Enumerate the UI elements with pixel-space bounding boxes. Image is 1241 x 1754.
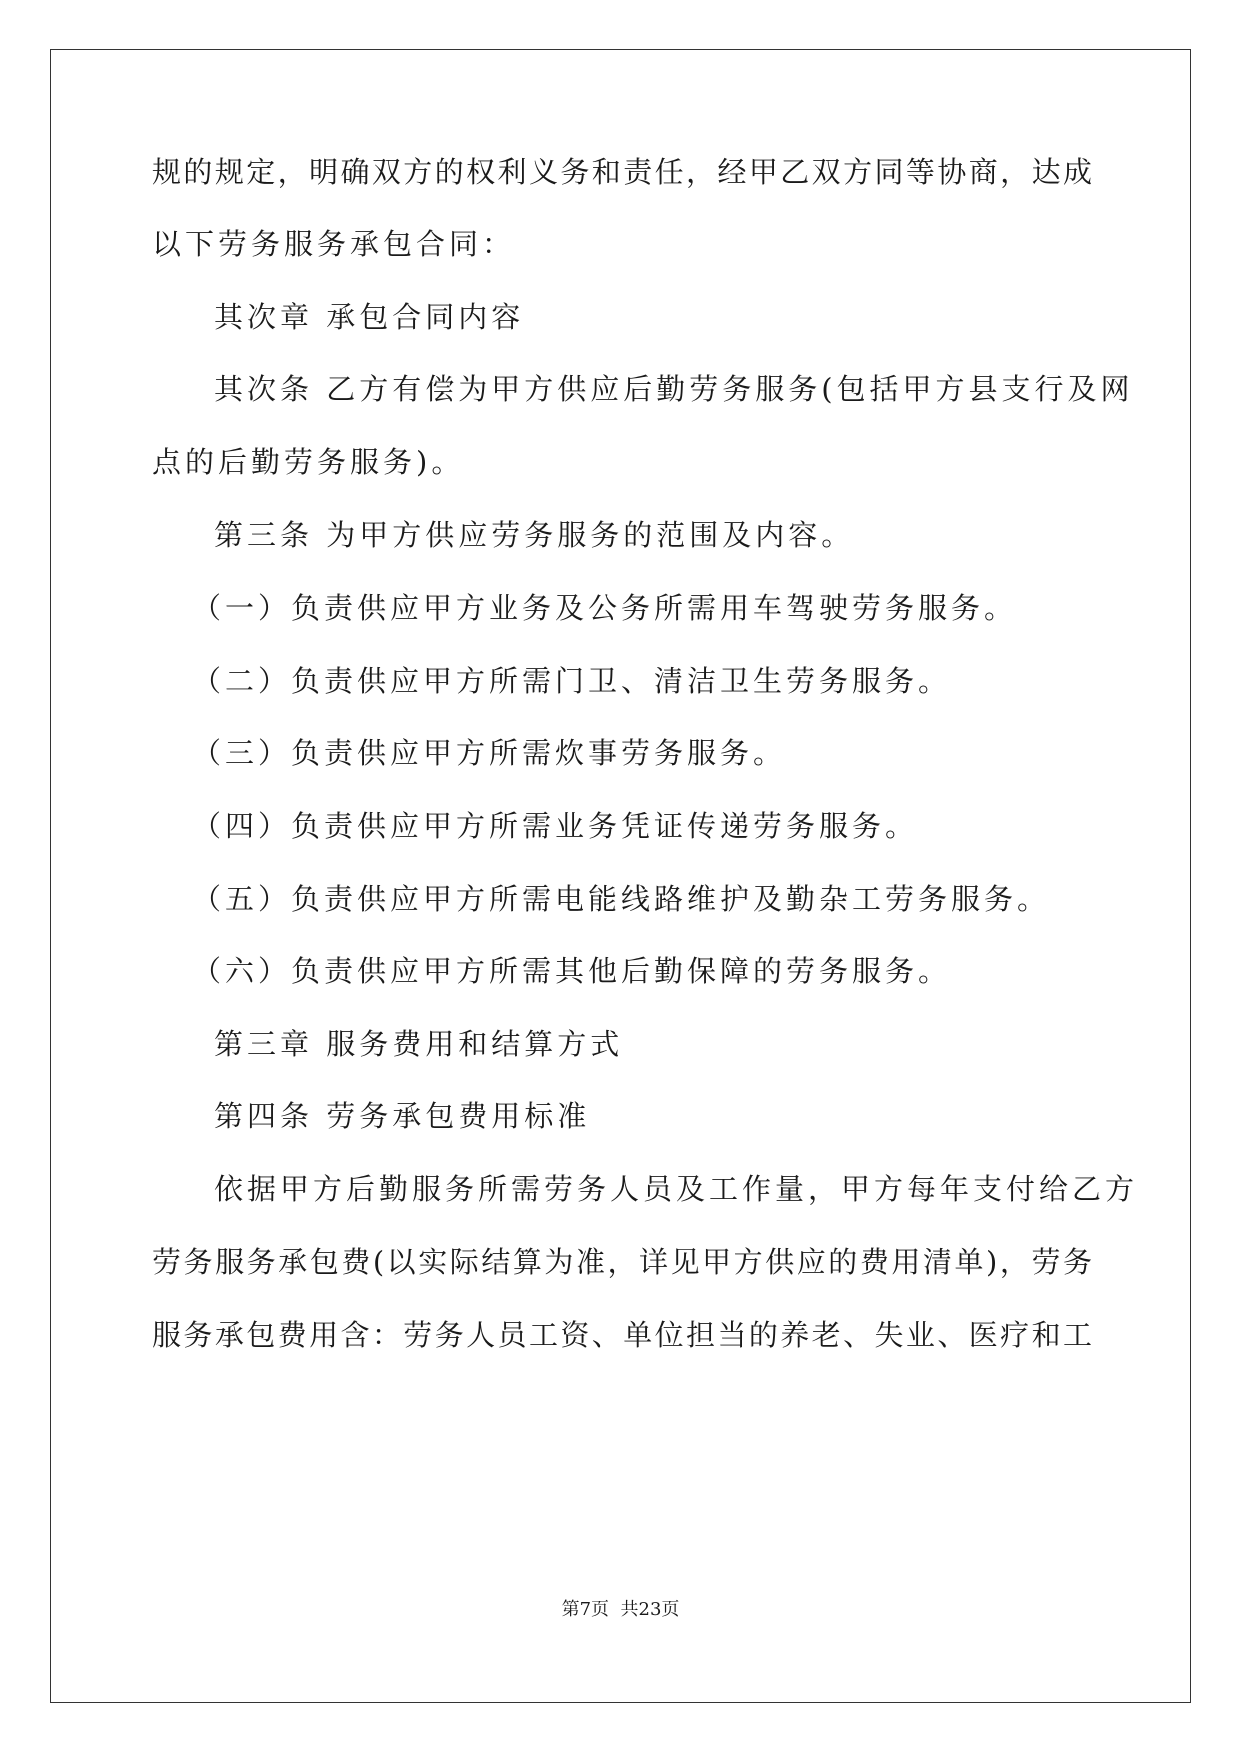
- list-item: （四）负责供应甲方所需业务凭证传递劳务服务。: [192, 809, 919, 843]
- list-item: （六）负责供应甲方所需其他后勤保障的劳务服务。: [192, 954, 952, 988]
- chapter-heading: 第三章 服务费用和结算方式: [214, 1027, 624, 1061]
- list-item: （三）负责供应甲方所需炊事劳务服务。: [192, 736, 787, 770]
- paragraph-line: 劳务服务承包费(以实际结算为准，详见甲方供应的费用清单)，劳务: [152, 1245, 1092, 1279]
- paragraph-line: 点的后勤劳务服务)。: [152, 445, 465, 479]
- page-number: 第7页 共23页: [561, 1599, 680, 1620]
- article-line: 第四条 劳务承包费用标准: [214, 1099, 591, 1133]
- list-item: （二）负责供应甲方所需门卫、清洁卫生劳务服务。: [192, 664, 952, 698]
- paragraph-line: 服务承包费用含：劳务人员工资、单位担当的养老、失业、医疗和工: [152, 1318, 1092, 1352]
- list-item: （一）负责供应甲方业务及公务所需用车驾驶劳务服务。: [192, 591, 1018, 625]
- paragraph-line: 以下劳务服务承包合同：: [152, 227, 516, 261]
- paragraph-line: 规的规定，明确双方的权利义务和责任，经甲乙双方同等协商，达成: [152, 155, 1092, 189]
- article-line: 其次条 乙方有偿为甲方供应后勤劳务服务(包括甲方县支行及网: [214, 372, 1134, 406]
- paragraph-line: 依据甲方后勤服务所需劳务人员及工作量，甲方每年支付给乙方: [214, 1172, 1139, 1206]
- article-line: 第三条 为甲方供应劳务服务的范围及内容。: [214, 518, 855, 552]
- chapter-heading: 其次章 承包合同内容: [214, 300, 525, 334]
- list-item: （五）负责供应甲方所需电能线路维护及勤杂工劳务服务。: [192, 882, 1051, 916]
